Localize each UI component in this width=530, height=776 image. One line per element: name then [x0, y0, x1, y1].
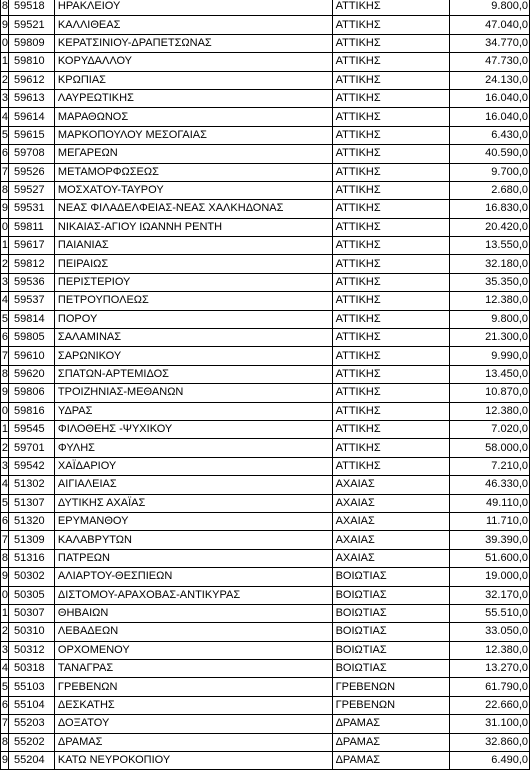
amount-cell: 20.420,0 [450, 218, 530, 236]
municipality-name-cell: ΠΑΙΑΝΙΑΣ [54, 237, 332, 255]
amount-cell: 24.130,0 [450, 71, 530, 89]
amount-cell: 22.660,0 [450, 696, 530, 714]
region-cell: ΑΤΤΙΚΗΣ [332, 16, 450, 34]
municipality-code-cell: 59620 [8, 365, 54, 383]
municipality-name-cell: ΑΙΓΙΑΛΕΙΑΣ [54, 476, 332, 494]
municipality-code-cell: 59545 [8, 420, 54, 438]
region-cell: ΑΤΤΙΚΗΣ [332, 292, 450, 310]
region-cell: ΑΧΑΙΑΣ [332, 531, 450, 549]
amount-cell: 32.170,0 [450, 586, 530, 604]
table-row [1, 181, 530, 199]
amount-cell: 13.450,0 [450, 365, 530, 383]
table-row [1, 365, 530, 383]
municipality-name-cell: ΧΑΪΔΑΡΙΟΥ [54, 457, 332, 475]
region-cell: ΑΤΤΙΚΗΣ [332, 126, 450, 144]
municipality-code-cell: 59537 [8, 292, 54, 310]
municipality-name-cell: ΝΕΑΣ ΦΙΛΑΔΕΛΦΕΙΑΣ-ΝΕΑΣ ΧΑΛΚΗΔΟΝΑΣ [54, 200, 332, 218]
table-row [1, 200, 530, 218]
table-row [1, 696, 530, 714]
region-cell: ΑΤΤΙΚΗΣ [332, 181, 450, 199]
table-row [1, 457, 530, 475]
table-row [1, 71, 530, 89]
row-index-cell: 6 [1, 696, 9, 714]
municipality-code-cell: 51316 [8, 549, 54, 567]
region-cell: ΑΤΤΙΚΗΣ [332, 89, 450, 107]
amount-cell: 39.390,0 [450, 531, 530, 549]
municipality-code-cell: 55103 [8, 678, 54, 696]
municipality-code-cell: 55104 [8, 696, 54, 714]
amount-cell: 21.300,0 [450, 329, 530, 347]
region-cell: ΒΟΙΩΤΙΑΣ [332, 641, 450, 659]
table-row [1, 255, 530, 273]
row-index-cell: 8 [1, 181, 9, 199]
municipality-name-cell: ΔΟΞΑΤΟΥ [54, 715, 332, 733]
region-cell: ΒΟΙΩΤΙΑΣ [332, 623, 450, 641]
municipality-name-cell: ΚΟΡΥΔΑΛΛΟΥ [54, 53, 332, 71]
municipality-code-cell: 59806 [8, 384, 54, 402]
table-row [1, 715, 530, 733]
amount-cell: 47.730,0 [450, 53, 530, 71]
row-index-cell: 9 [1, 200, 9, 218]
table-row [1, 237, 530, 255]
municipality-code-cell: 59812 [8, 255, 54, 273]
row-index-cell: 8 [1, 733, 9, 751]
municipality-name-cell: ΑΛΙΑΡΤΟΥ-ΘΕΣΠΙΕΩΝ [54, 568, 332, 586]
municipality-name-cell: ΜΑΡΚΟΠΟΥΛΟΥ ΜΕΣΟΓΑΙΑΣ [54, 126, 332, 144]
municipality-code-cell: 59814 [8, 310, 54, 328]
region-cell: ΑΧΑΙΑΣ [332, 549, 450, 567]
region-cell: ΓΡΕΒΕΝΩΝ [332, 678, 450, 696]
region-cell: ΑΤΤΙΚΗΣ [332, 273, 450, 291]
row-index-cell: 1 [1, 237, 9, 255]
row-index-cell: 7 [1, 531, 9, 549]
municipality-code-cell: 59701 [8, 439, 54, 457]
municipality-code-cell: 50318 [8, 660, 54, 678]
municipality-code-cell: 55203 [8, 715, 54, 733]
table-row [1, 89, 530, 107]
municipality-code-cell: 59708 [8, 145, 54, 163]
region-cell: ΑΤΤΙΚΗΣ [332, 255, 450, 273]
table-row [1, 329, 530, 347]
municipality-code-cell: 59518 [8, 0, 54, 16]
table-row [1, 347, 530, 365]
municipality-code-cell: 55202 [8, 733, 54, 751]
table-row [1, 568, 530, 586]
region-cell: ΒΟΙΩΤΙΑΣ [332, 660, 450, 678]
amount-cell: 46.330,0 [450, 476, 530, 494]
amount-cell: 19.000,0 [450, 568, 530, 586]
municipality-name-cell: ΓΡΕΒΕΝΩΝ [54, 678, 332, 696]
table-row [1, 512, 530, 530]
municipality-name-cell: ΣΑΡΩΝΙΚΟΥ [54, 347, 332, 365]
amount-cell: 12.380,0 [450, 641, 530, 659]
table-row [1, 660, 530, 678]
region-cell: ΑΤΤΙΚΗΣ [332, 71, 450, 89]
municipality-name-cell: ΤΡΟΙΖΗΝΙΑΣ-ΜΕΘΑΝΩΝ [54, 384, 332, 402]
table-row [1, 641, 530, 659]
region-cell: ΓΡΕΒΕΝΩΝ [332, 696, 450, 714]
region-cell: ΑΤΤΙΚΗΣ [332, 237, 450, 255]
row-index-cell: 2 [1, 439, 9, 457]
amount-cell: 16.040,0 [450, 108, 530, 126]
table-row [1, 0, 530, 16]
region-cell: ΒΟΙΩΤΙΑΣ [332, 604, 450, 622]
municipality-code-cell: 50307 [8, 604, 54, 622]
row-index-cell: 6 [1, 145, 9, 163]
row-index-cell: 8 [1, 365, 9, 383]
table-row [1, 678, 530, 696]
region-cell: ΑΤΤΙΚΗΣ [332, 457, 450, 475]
amount-cell: 9.700,0 [450, 163, 530, 181]
amount-cell: 35.350,0 [450, 273, 530, 291]
row-index-cell: 6 [1, 329, 9, 347]
amount-cell: 55.510,0 [450, 604, 530, 622]
municipality-code-cell: 59809 [8, 34, 54, 52]
row-index-cell: 9 [1, 752, 9, 770]
municipality-code-cell: 51320 [8, 512, 54, 530]
municipality-code-cell: 51307 [8, 494, 54, 512]
table-row [1, 494, 530, 512]
amount-cell: 31.100,0 [450, 715, 530, 733]
row-index-cell: 4 [1, 660, 9, 678]
region-cell: ΔΡΑΜΑΣ [332, 715, 450, 733]
municipality-name-cell: ΜΑΡΑΘΩΝΟΣ [54, 108, 332, 126]
table-row [1, 420, 530, 438]
row-index-cell: 5 [1, 494, 9, 512]
municipality-name-cell: ΘΗΒΑΙΩΝ [54, 604, 332, 622]
region-cell: ΒΟΙΩΤΙΑΣ [332, 568, 450, 586]
row-index-cell: 2 [1, 71, 9, 89]
region-cell: ΑΤΤΙΚΗΣ [332, 384, 450, 402]
region-cell: ΒΟΙΩΤΙΑΣ [332, 586, 450, 604]
row-index-cell: 8 [1, 0, 9, 16]
region-cell: ΑΤΤΙΚΗΣ [332, 329, 450, 347]
region-cell: ΑΤΤΙΚΗΣ [332, 200, 450, 218]
table-row [1, 733, 530, 751]
municipality-code-cell: 59615 [8, 126, 54, 144]
municipality-code-cell: 51309 [8, 531, 54, 549]
table-body [1, 0, 530, 770]
region-cell: ΑΤΤΙΚΗΣ [332, 145, 450, 163]
region-cell: ΑΤΤΙΚΗΣ [332, 365, 450, 383]
table-row [1, 163, 530, 181]
region-cell: ΑΤΤΙΚΗΣ [332, 0, 450, 16]
row-index-cell: 3 [1, 457, 9, 475]
municipality-code-cell: 59617 [8, 237, 54, 255]
municipality-code-cell: 59614 [8, 108, 54, 126]
amount-cell: 12.380,0 [450, 402, 530, 420]
table-row [1, 16, 530, 34]
row-index-cell: 0 [1, 402, 9, 420]
row-index-cell: 5 [1, 310, 9, 328]
amount-cell: 51.600,0 [450, 549, 530, 567]
amount-cell: 47.040,0 [450, 16, 530, 34]
table-row [1, 126, 530, 144]
municipality-name-cell: ΜΕΤΑΜΟΡΦΩΣΕΩΣ [54, 163, 332, 181]
table-row [1, 34, 530, 52]
row-index-cell: 3 [1, 273, 9, 291]
region-cell: ΑΤΤΙΚΗΣ [332, 310, 450, 328]
municipality-name-cell: ΚΕΡΑΤΣΙΝΙΟΥ-ΔΡΑΠΕΤΣΩΝΑΣ [54, 34, 332, 52]
municipality-code-cell: 59805 [8, 329, 54, 347]
amount-cell: 11.710,0 [450, 512, 530, 530]
municipality-name-cell: ΠΕΡΙΣΤΕΡΙΟΥ [54, 273, 332, 291]
municipality-code-cell: 50305 [8, 586, 54, 604]
table-row [1, 292, 530, 310]
table-row [1, 549, 530, 567]
municipality-name-cell: ΔΕΣΚΑΤΗΣ [54, 696, 332, 714]
row-index-cell: 7 [1, 715, 9, 733]
table-row [1, 752, 530, 770]
region-cell: ΑΤΤΙΚΗΣ [332, 53, 450, 71]
row-index-cell: 6 [1, 512, 9, 530]
row-index-cell: 7 [1, 163, 9, 181]
table-row [1, 53, 530, 71]
row-index-cell: 9 [1, 568, 9, 586]
municipality-code-cell: 59816 [8, 402, 54, 420]
amount-cell: 61.790,0 [450, 678, 530, 696]
region-cell: ΑΤΤΙΚΗΣ [332, 163, 450, 181]
municipality-code-cell: 51302 [8, 476, 54, 494]
region-cell: ΑΤΤΙΚΗΣ [332, 34, 450, 52]
row-index-cell: 0 [1, 34, 9, 52]
municipality-name-cell: ΚΡΩΠΙΑΣ [54, 71, 332, 89]
municipality-name-cell: ΛΕΒΑΔΕΩΝ [54, 623, 332, 641]
municipality-code-cell: 59612 [8, 71, 54, 89]
amount-cell: 6.490,0 [450, 752, 530, 770]
amount-cell: 10.870,0 [450, 384, 530, 402]
region-cell: ΑΤΤΙΚΗΣ [332, 439, 450, 457]
amount-cell: 7.020,0 [450, 420, 530, 438]
row-index-cell: 4 [1, 476, 9, 494]
table-row [1, 273, 530, 291]
row-index-cell: 4 [1, 292, 9, 310]
municipality-name-cell: ΛΑΥΡΕΩΤΙΚΗΣ [54, 89, 332, 107]
amount-cell: 9.800,0 [450, 310, 530, 328]
municipality-code-cell: 59526 [8, 163, 54, 181]
region-cell: ΔΡΑΜΑΣ [332, 752, 450, 770]
municipality-code-cell: 59810 [8, 53, 54, 71]
municipality-name-cell: ΔΥΤΙΚΗΣ ΑΧΑΪΑΣ [54, 494, 332, 512]
table-row [1, 531, 530, 549]
amount-cell: 13.550,0 [450, 237, 530, 255]
table-row [1, 108, 530, 126]
municipality-code-cell: 59811 [8, 218, 54, 236]
row-index-cell: 7 [1, 347, 9, 365]
region-cell: ΑΤΤΙΚΗΣ [332, 218, 450, 236]
row-index-cell: 1 [1, 53, 9, 71]
municipality-code-cell: 50302 [8, 568, 54, 586]
municipality-name-cell: ΠΑΤΡΕΩΝ [54, 549, 332, 567]
amount-cell: 6.430,0 [450, 126, 530, 144]
municipality-name-cell: ΚΑΤΩ ΝΕΥΡΟΚΟΠΙΟΥ [54, 752, 332, 770]
municipality-name-cell: ΣΑΛΑΜΙΝΑΣ [54, 329, 332, 347]
amount-cell: 32.860,0 [450, 733, 530, 751]
table-row [1, 145, 530, 163]
municipality-code-cell: 50310 [8, 623, 54, 641]
municipality-name-cell: ΝΙΚΑΙΑΣ-ΑΓΙΟΥ ΙΩΑΝΝΗ ΡΕΝΤΗ [54, 218, 332, 236]
table-row [1, 623, 530, 641]
municipality-name-cell: ΤΑΝΑΓΡΑΣ [54, 660, 332, 678]
municipality-name-cell: ΠΕΤΡΟΥΠΟΛΕΩΣ [54, 292, 332, 310]
municipality-name-cell: ΠΕΙΡΑΙΩΣ [54, 255, 332, 273]
municipality-name-cell: ΕΡΥΜΑΝΘΟΥ [54, 512, 332, 530]
row-index-cell: 2 [1, 255, 9, 273]
municipality-name-cell: ΟΡΧΟΜΕΝΟΥ [54, 641, 332, 659]
row-index-cell: 9 [1, 384, 9, 402]
region-cell: ΑΧΑΙΑΣ [332, 494, 450, 512]
municipality-name-cell: ΦΙΛΟΘΕΗΣ -ΨΥΧΙΚΟΥ [54, 420, 332, 438]
municipality-name-cell: ΔΙΣΤΟΜΟΥ-ΑΡΑΧΟΒΑΣ-ΑΝΤΙΚΥΡΑΣ [54, 586, 332, 604]
row-index-cell: 5 [1, 126, 9, 144]
amount-cell: 16.040,0 [450, 89, 530, 107]
amount-cell: 49.110,0 [450, 494, 530, 512]
row-index-cell: 1 [1, 420, 9, 438]
amount-cell: 9.990,0 [450, 347, 530, 365]
amount-cell: 9.800,0 [450, 0, 530, 16]
municipality-name-cell: ΣΠΑΤΩΝ-ΑΡΤΕΜΙΔΟΣ [54, 365, 332, 383]
amount-cell: 32.180,0 [450, 255, 530, 273]
amount-cell: 12.380,0 [450, 292, 530, 310]
table-row [1, 476, 530, 494]
municipality-name-cell: ΔΡΑΜΑΣ [54, 733, 332, 751]
amount-cell: 58.000,0 [450, 439, 530, 457]
municipality-name-cell: ΗΡΑΚΛΕΙΟΥ [54, 0, 332, 16]
row-index-cell: 8 [1, 549, 9, 567]
region-cell: ΑΤΤΙΚΗΣ [332, 108, 450, 126]
municipality-code-cell: 50312 [8, 641, 54, 659]
amount-cell: 16.830,0 [450, 200, 530, 218]
region-cell: ΑΧΑΙΑΣ [332, 476, 450, 494]
row-index-cell: 3 [1, 641, 9, 659]
table-row [1, 310, 530, 328]
municipality-code-cell: 59536 [8, 273, 54, 291]
row-index-cell: 0 [1, 586, 9, 604]
table-row [1, 439, 530, 457]
amount-cell: 13.270,0 [450, 660, 530, 678]
municipality-name-cell: ΠΟΡΟΥ [54, 310, 332, 328]
municipality-code-cell: 59527 [8, 181, 54, 199]
municipality-code-cell: 59613 [8, 89, 54, 107]
region-cell: ΑΤΤΙΚΗΣ [332, 347, 450, 365]
amount-cell: 2.680,0 [450, 181, 530, 199]
municipality-name-cell: ΜΕΓΑΡΕΩΝ [54, 145, 332, 163]
municipality-code-cell: 59531 [8, 200, 54, 218]
municipality-name-cell: ΜΟΣΧΑΤΟΥ-ΤΑΥΡΟΥ [54, 181, 332, 199]
table-row [1, 384, 530, 402]
municipality-code-cell: 59542 [8, 457, 54, 475]
region-cell: ΑΧΑΙΑΣ [332, 512, 450, 530]
row-index-cell: 9 [1, 16, 9, 34]
municipality-code-cell: 59521 [8, 16, 54, 34]
amount-cell: 34.770,0 [450, 34, 530, 52]
table-row [1, 402, 530, 420]
row-index-cell: 0 [1, 218, 9, 236]
row-index-cell: 2 [1, 623, 9, 641]
row-index-cell: 1 [1, 604, 9, 622]
row-index-cell: 3 [1, 89, 9, 107]
region-cell: ΑΤΤΙΚΗΣ [332, 420, 450, 438]
municipality-name-cell: ΚΑΛΑΒΡΥΤΩΝ [54, 531, 332, 549]
municipality-code-cell: 59610 [8, 347, 54, 365]
municipality-name-cell: ΚΑΛΛΙΘΕΑΣ [54, 16, 332, 34]
region-cell: ΑΤΤΙΚΗΣ [332, 402, 450, 420]
amount-cell: 33.050,0 [450, 623, 530, 641]
table-row [1, 218, 530, 236]
municipality-code-cell: 55204 [8, 752, 54, 770]
amount-cell: 40.590,0 [450, 145, 530, 163]
municipality-name-cell: ΦΥΛΗΣ [54, 439, 332, 457]
region-cell: ΔΡΑΜΑΣ [332, 733, 450, 751]
table-row [1, 604, 530, 622]
row-index-cell: 5 [1, 678, 9, 696]
table-row [1, 586, 530, 604]
amount-cell: 7.210,0 [450, 457, 530, 475]
row-index-cell: 4 [1, 108, 9, 126]
municipality-name-cell: ΥΔΡΑΣ [54, 402, 332, 420]
